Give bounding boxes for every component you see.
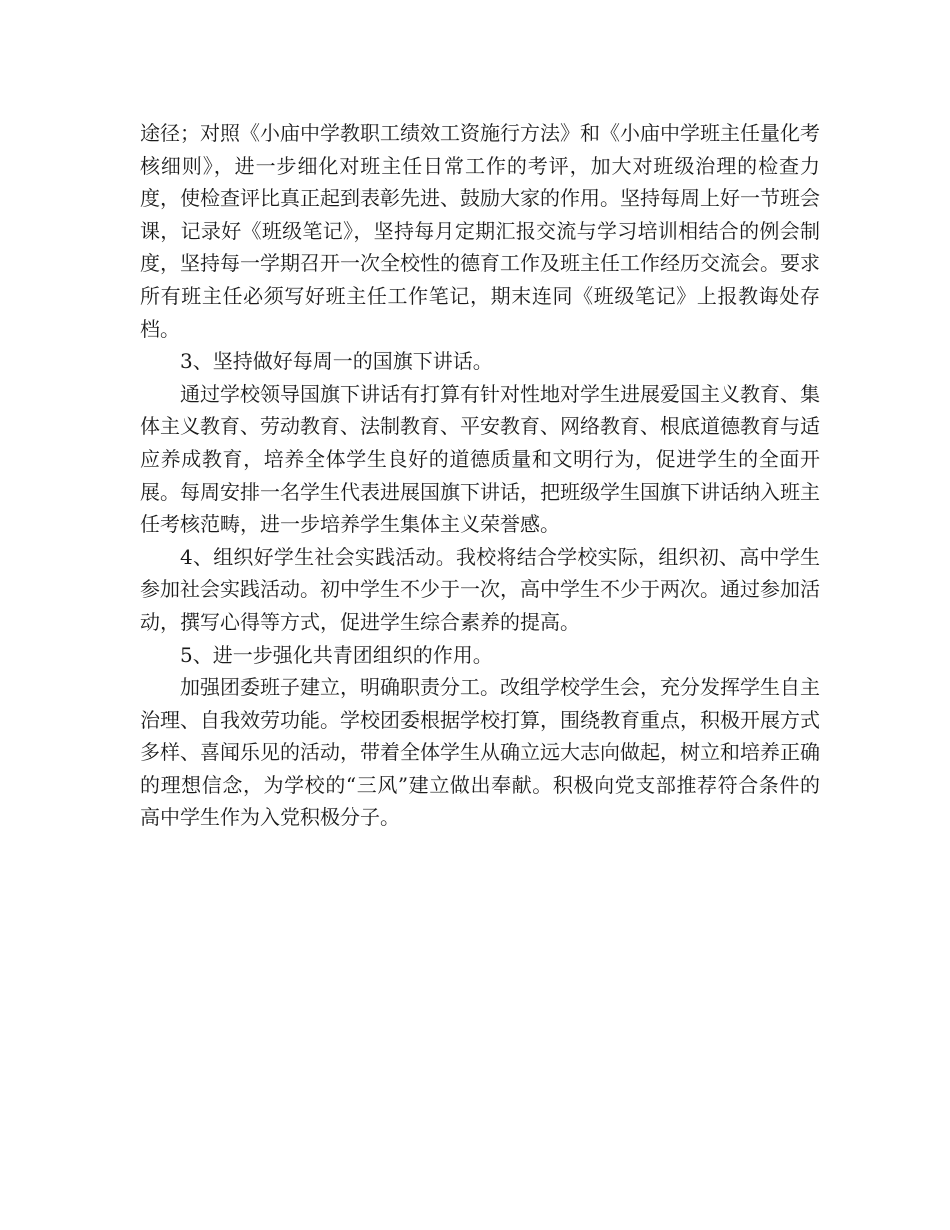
paragraph-item-3-body: 通过学校领导国旗下讲话有打算有针对性地对学生进展爱国主义教育、集体主义教育、劳动教育、法制教育、平安教育、网络教育、根底道德教育与适应养成教育，培养全体学生良好的道德质量和文明行为，促进学生的全面开展。每周安排一名学生代表进展国旗下讲话，把班级学生国旗下讲话纳入班主任考核范畴，进一步培养学生集体主义荣誉感。 <box>140 381 820 537</box>
paragraph-item-5-body: 加强团委班子建立，明确职责分工。改组学校学生会，充分发挥学生自主治理、自我效劳功能。学校团委根据学校打算，围绕教育重点，积极开展方式多样、喜闻乐见的活动，带着全体学生从确立远大志向做起，树立和培养正确的理想信念，为学校的“三风”建立做出奉献。积极向党支部推荐符合条件的高中学生作为入党积极分子。 <box>140 675 820 830</box>
paragraph-item-3-heading: 3、坚持做好每周一的国旗下讲话。 <box>180 349 493 374</box>
paragraph-item-4: 4、组织好学生社会实践活动。我校将结合学校实际，组织初、高中学生参加社会实践活动。初中学生不少于一次，高中学生不少于两次。通过参加活动，撰写心得等方式，促进学生综合素养的提高。 <box>140 544 820 634</box>
paragraph-item-5-heading: 5、进一步强化共青团组织的作用。 <box>180 642 493 667</box>
body-text <box>140 117 820 834</box>
paragraph-continuation: 途径；对照《小庙中学教职工绩效工资施行方法》和《小庙中学班主任量化考核细则》，进一步细化对班主任日常工作的考评，加大对班级治理的检查力度，使检查评比真正起到表彰先进、鼓励大家的作用。坚持每周上好一节班会课，记录好《班级笔记》，坚持每月定期汇报交流与学习培训相结合的例会制度，坚持每一学期召开一次全校性的德育工作及班主任工作经历交流会。要求所有班主任必须写好班主任工作笔记，期末连同《班级笔记》上报教诲处存档。 <box>140 121 820 341</box>
